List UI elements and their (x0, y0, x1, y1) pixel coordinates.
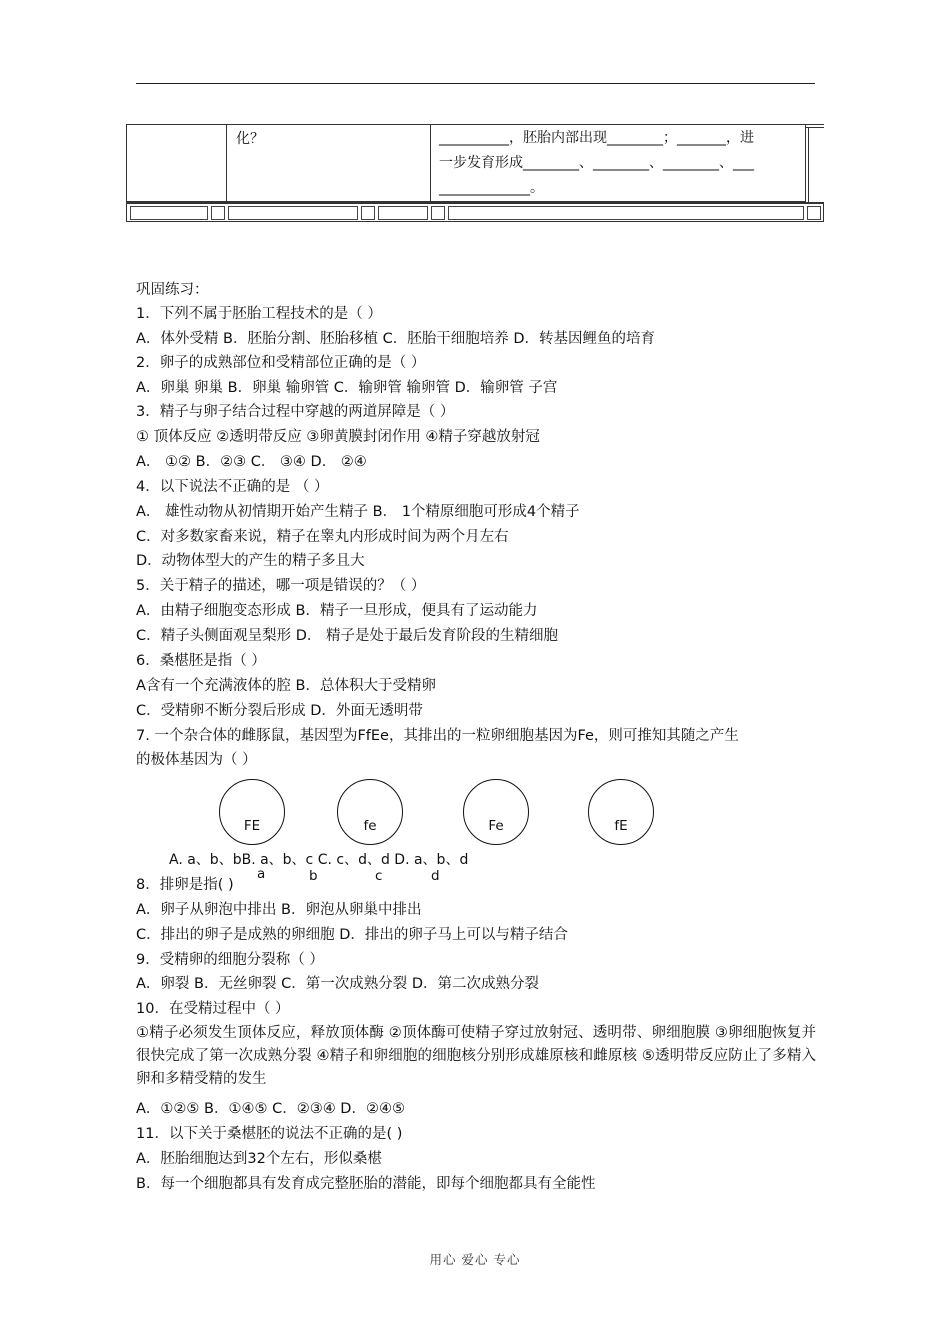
cell-genotype: FE (243, 818, 261, 834)
question-line: 的极体基因为（ ） (136, 752, 257, 768)
question-line: 8．排卵是指( ) (136, 877, 234, 893)
circle-label-d: d (431, 868, 440, 884)
circle-label-c: c (375, 868, 383, 884)
circle-label-b: b (309, 868, 318, 884)
strip-cell (448, 206, 804, 220)
q7-options: A. a、b、bB. a、b、c C. c、d、d D. a、b、d (169, 852, 469, 868)
cell-genotype: fE (614, 818, 628, 834)
cell-genotype: Fe (488, 818, 504, 834)
table-answer-text (439, 126, 801, 201)
answer-line: __________，胚胎内部出现________；_______，进 (439, 130, 754, 146)
question-line: ① 顶体反应 ②透明带反应 ③卵黄膜封闭作用 ④精子穿越放射冠 (136, 429, 540, 445)
question-line: A． ①② B．②③ C． ③④ D． ②④ (136, 454, 367, 470)
table-fragment (126, 124, 806, 224)
question-line: A．胚胎细胞达到32个左右，形似桑椹 (136, 1151, 382, 1167)
question-line: A．①②⑤ B．①④⑤ C．②③④ D．②④⑤ (136, 1101, 405, 1117)
table-bottom-row (126, 202, 824, 222)
question-line: 9．受精卵的细胞分裂称（ ） (136, 952, 324, 968)
page-footer: 用心 爱心 专心 (429, 1252, 521, 1267)
header-rule (136, 83, 815, 84)
question-line: A．卵裂 B．无丝卵裂 C．第一次成熟分裂 D．第二次成熟分裂 (136, 976, 539, 992)
strip-cell (211, 206, 225, 220)
question-line: A． 雄性动物从初情期开始产生精子 B． 1个精原细胞可形成4个精子 (136, 504, 580, 520)
question-line: 10．在受精过程中（ ） (136, 1001, 290, 1017)
question-line: A含有一个充满液体的腔 B．总体积大于受精卵 (136, 678, 436, 694)
strip-cell (431, 206, 445, 220)
question-line: C．对多数家畜来说，精子在睾丸内形成时间为两个月左右 (136, 529, 509, 545)
table-border-deco (808, 127, 809, 202)
question-line: 11．以下关于桑椹胚的说法不正确的是( ) (136, 1126, 403, 1142)
strip-cell (228, 206, 358, 220)
question-line: 6．桑椹胚是指（ ） (136, 653, 266, 669)
question-line: 1．下列不属于胚胎工程技术的是（ ） (136, 306, 382, 322)
cell-circle-b (337, 779, 403, 845)
q10-statements: ①精子必须发生顶体反应，释放顶体酶 ②顶体酶可使精子穿过放射冠、透明带、卵细胞膜 ③卵细胞恢复并很快完成了第一次成熟分裂 ④精子和卵细胞的细胞核分别形成雄原核和雌原核 ⑤透明带反应防止了多精入卵和多精受精的发生 (136, 1025, 816, 1087)
answer-line: _____________。 (439, 180, 544, 196)
question-line: A．体外受精 B．胚胎分割、胚胎移植 C．胚胎干细胞培养 D．转基因鲤鱼的培育 (136, 331, 655, 347)
question-line: A．卵子从卵泡中排出 B．卵泡从卵巢中排出 (136, 902, 422, 918)
question-line: B．每一个细胞都具有发育成完整胚胎的潜能，即每个细胞都具有全能性 (136, 1176, 596, 1192)
table-cell-empty (126, 124, 227, 202)
question-line: 4．以下说法不正确的是 （ ） (136, 479, 329, 495)
strip-cell (130, 206, 208, 220)
strip-cell (361, 206, 375, 220)
question-line: 2．卵子的成熟部位和受精部位正确的是（ ） (136, 355, 426, 371)
question-line: 3．精子与卵子结合过程中穿越的两道屏障是（ ） (136, 404, 455, 420)
circle-label-a: a (257, 866, 266, 882)
section-title: 巩固练习： (136, 282, 209, 298)
question-line: C．排出的卵子是成熟的卵细胞 D．排出的卵子马上可以与精子结合 (136, 927, 568, 943)
cell-genotype: fe (363, 818, 377, 834)
question-line: C．精子头侧面观呈梨形 D． 精子是处于最后发育阶段的生精细胞 (136, 628, 559, 644)
strip-cell (378, 206, 428, 220)
table-question-text: 化？ (236, 131, 264, 147)
strip-cell (807, 206, 821, 220)
question-line: A．卵巢 卵巢 B．卵巢 输卵管 C．输卵管 输卵管 D．输卵管 子宫 (136, 380, 558, 396)
question-line: 7. 一个杂合体的雌豚鼠，基因型为FfEe，其排出的一粒卵细胞基因为Fe，则可推知其随之产生 (136, 728, 739, 744)
answer-line: 一步发育形成________、________、________、___ (439, 155, 754, 171)
question-line: A．由精子细胞变态形成 B．精子一旦形成，便具有了运动能力 (136, 603, 538, 619)
cell-circle-d (588, 779, 654, 845)
table-border-deco (802, 124, 824, 125)
question-line: 5．关于精子的描述，哪一项是错误的？（ ） (136, 578, 426, 594)
cell-circle-c (463, 779, 529, 845)
question-line: D．动物体型大的产生的精子多且大 (136, 553, 365, 569)
question-line: C．受精卵不断分裂后形成 D．外面无透明带 (136, 703, 423, 719)
cell-circle-a (219, 779, 285, 845)
